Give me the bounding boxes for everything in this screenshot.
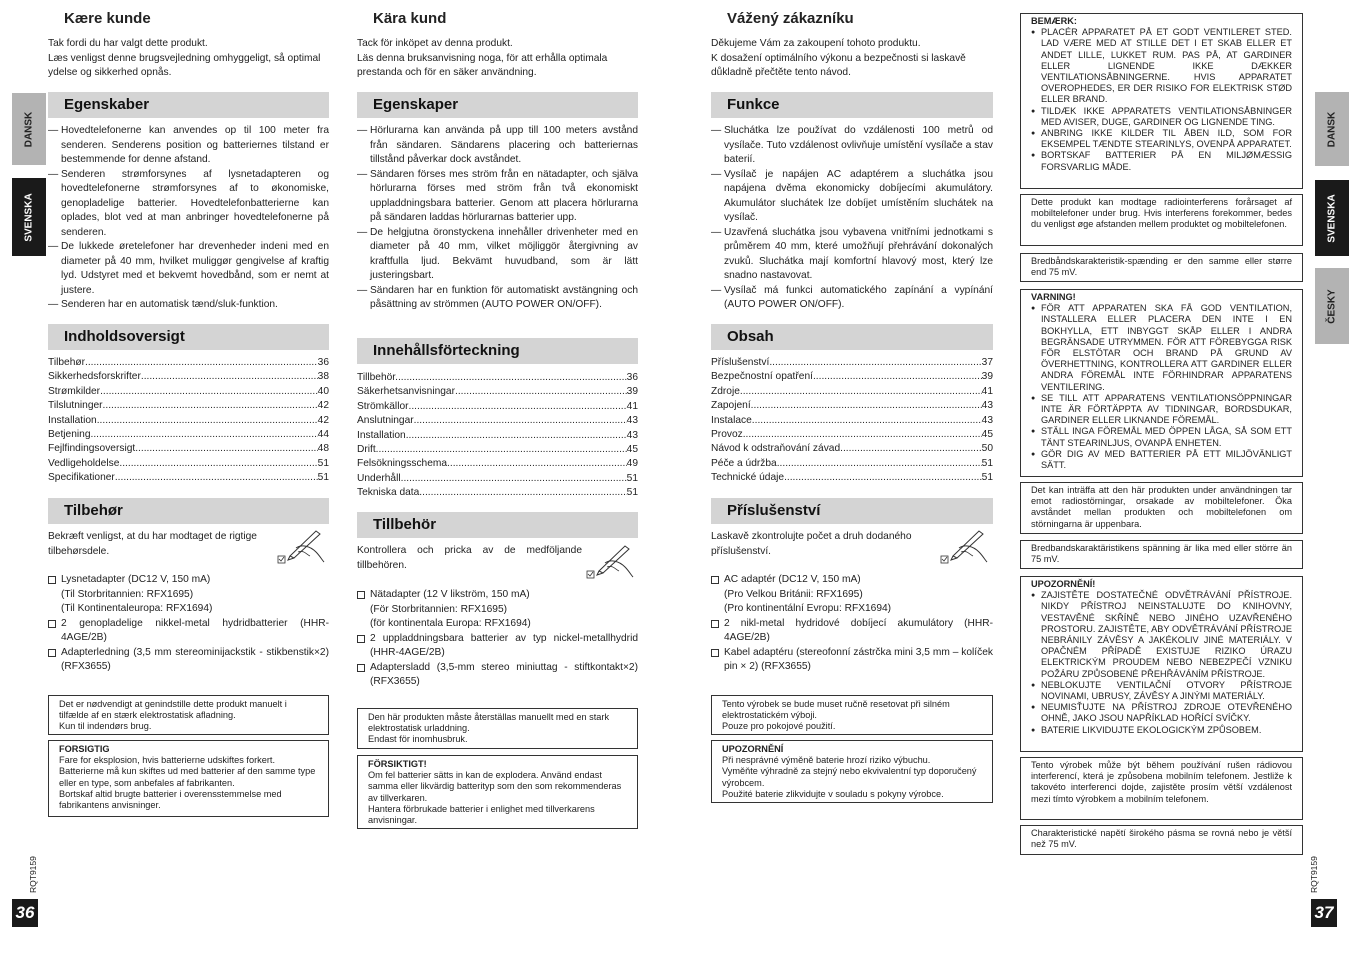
accessory-item[interactable]: 2 genopladelige nikkel-metal hydridbatterier (HHR-4AGE/2B) [48, 617, 329, 646]
caution-text: Om fel batterier sätts in kan de explodera. Använd endast samma eller likvärdig batterityp som den som rekommenderas av tillverkaren. Hantera förbrukade batterier i enlighet med tillverkarens anvisningar. [368, 770, 622, 826]
toc-entry[interactable]: Příslušenství. ..... 37 [711, 356, 993, 370]
toc-entry[interactable]: Säkerhetsanvisningar ..... 39 [357, 385, 638, 399]
section-header-contents: Indholdsoversigt [48, 324, 329, 350]
accessories-intro: Bekræft venligst, at du har modtaget de rigtige tilbehørsdele. [48, 531, 257, 557]
danish-warning-box [1020, 13, 1303, 189]
checkbox-icon[interactable] [711, 620, 719, 628]
czech-interference-box: Tento výrobek může být během používání rušen rádiovou interferencí, která je způsobena mobilním telefonem. Jestliže k takovéto interferenci dojde, zajistěte prosím větší vzdálenost mezi tímto výrobkem a mobilním telefonem. [1020, 757, 1303, 820]
toc-entry[interactable]: Tekniska data ..... 51 [357, 486, 638, 500]
features-list [357, 124, 638, 313]
intro-text: Děkujeme Vám za zakoupení tohoto produktu. K dosažení optimálního výkonu a bezpečnosti si laskavě důkladně přečtěte tento návod. [711, 38, 966, 78]
warning-list [1031, 590, 1292, 736]
warning-title: UPOZORNĚNÍ! [1031, 579, 1096, 589]
accessory-item[interactable]: Kabel adaptéru (stereofonní zástrčka mini 3,5 mm – kolíček pin × 2) (RFX3655) [711, 646, 993, 675]
section-header-accessories: Příslušenství [711, 498, 993, 524]
reset-note-box: Det er nødvendigt at genindstille dette produkt manuelt i tilfælde af en stærk elektrostatisk afladning. Kun til indendørs brug. [48, 695, 329, 735]
list-item: ● GÖR DIG AV MED BATTERIER PÅ ETT MILJÖVÄNLIGT SÄTT. [1031, 449, 1292, 471]
accessory-item[interactable]: Adapterledning (3,5 mm stereominijackstik - stikbenstik×2) (RFX3655) [48, 646, 329, 675]
danish-broadband-box: Bredbåndskarakteristik-spænding er den samme eller større end 75 mV. [1020, 253, 1303, 282]
language-tab-dansk: DANSK [12, 93, 46, 165]
swedish-broadband-box: Bredbandskaraktäristikens spänning är lika med eller större än 75 mV. [1020, 540, 1303, 569]
greeting: Vážený zákazníku [727, 10, 854, 27]
list-item: — Sändaren har en funktion för automatiskt avstängning och påsättning av strömmen (AUTO POWER ON/OFF). [357, 284, 638, 313]
caution-title: FÖRSIKTIGT! [368, 759, 427, 769]
language-tab-svenska: SVENSKA [12, 178, 46, 256]
greeting: Kære kunde [64, 10, 151, 27]
caution-title: FORSIGTIG [59, 744, 110, 754]
section-header-contents: Obsah [711, 324, 993, 350]
list-item: — Senderen strømforsynes af lysnetadapteren og hovedtelefonerne strømforsynes af to økonomiske, genopladelige batterier. Hovedtelefonbatterierne kan oplades, blot ved at man anbringer hovedtelefonerne på senderen. [48, 168, 329, 241]
accessories-list [48, 573, 329, 675]
toc-entry[interactable]: Felsökningsschema ..... 49 [357, 457, 638, 471]
reset-note-box: Den här produkten måste återställas manuellt med en stark elektrostatisk urladdning. Endast för inomhusbruk. [357, 708, 638, 749]
list-item: ● NEUMISŤUJTE NA PŘÍSTROJ ZDROJE OTEVŘENÉHO OHNĚ, JAKO JSOU NAPŘÍKLAD HOŘÍCÍ SVÍČKY. [1031, 702, 1292, 724]
toc-entry[interactable]: Instalace ..... 43 [711, 414, 993, 428]
checkbox-icon[interactable] [357, 664, 365, 672]
toc-entry[interactable]: Zdroje ..... 41 [711, 385, 993, 399]
list-item: — Uzavřená sluchátka jsou vybavena vnitřními jednotkami s průměrem 40 mm, které umožňují přehrávání dokonalých zvuků. Sluchátka mají komfortní hlavový most, který lze snadno nastavovat. [711, 226, 993, 284]
toc-entry[interactable]: Fejlfindingsoversigt ..... 48 [48, 442, 329, 456]
table-of-contents [357, 371, 638, 501]
list-item: — Sluchátka lze používat do vzdálenosti 100 metrů od vysílače. Tuto vzdálenost ovlivňuje umístění vysílače a stav baterií. [711, 124, 993, 168]
caution-title: UPOZORNĚNÍ [722, 744, 784, 754]
accessories-list [711, 573, 993, 675]
accessory-item[interactable]: Lysnetadapter (DC12 V, 150 mA) (Til Storbritannien: RFX1695) (Til Kontinentaleuropa: RFX1694) [48, 573, 329, 617]
language-tab-dansk: DANSK [1315, 92, 1349, 166]
list-item: ● NEBLOKUJTE VENTILAČNÍ OTVORY PŘÍSTROJE NOVINAMI, UBRUSY, ZÁVĚSY A JINÝMI MATERIÁLY. [1031, 680, 1292, 702]
caution-box [48, 740, 329, 817]
accessories-intro: Laskavě zkontrolujte počet a druh dodaného příslušenství. [711, 531, 912, 557]
list-item: ● ZAJISTĚTE DOSTATEČNÉ ODVĚTRÁVÁNÍ PŘÍSTROJE. NIKDY PŘÍSTROJ NEINSTALUJTE DO KNIHOVNY, VESTAVĚNÉ SKŘÍNĚ NEBO JINÉHO UZAVŘENÉHO PROSTORU. ZAJISTĚTE, ABY ODVĚTRÁVÁNÍ PŘÍSTROJE NEBRÁNILY ZÁVĚSY A JAKÉKOLIV JINÉ MATERIÁLY. V OPAČNÉM PŘÍPADĚ EXISTUJE RIZIKO ÚRAZU ELEKTRICKÝM PROUDEM NEBO NEBEZPEČÍ VZNIKU POŽÁRU ZPŮSOBENÉ PŘEHŘÁVÁNÍM PŘÍSTROJE. [1031, 590, 1292, 680]
caution-box [711, 740, 993, 803]
warning-list [1031, 303, 1292, 471]
language-tab-svenska: SVENSKA [1315, 180, 1349, 256]
list-item: — Hörlurarna kan använda på upp till 100 meters avstånd från sändaren. Sändarens placering och batteriernas tillstånd påverkar dock avståndet. [357, 124, 638, 168]
list-item: — Vysílač má funkci automatického zapínání a vypínání (AUTO POWER ON/OFF). [711, 284, 993, 313]
list-item: ● STÄLL INGA FÖREMÅL MED ÖPPEN LÅGA, SÅ SOM ETT TÄNT STEARINLJUS, OVANPÅ ENHETEN. [1031, 426, 1292, 448]
danish-interference-box: Dette produkt kan modtage radiointerferens forårsaget af mobiltelefoner under brug. Hvis interferens forekommer, bedes du venligst øge afstanden mellem produktet og mobiltelefonen. [1020, 194, 1303, 246]
pen-hand-check-icon [939, 526, 989, 566]
list-item: ● TILDÆK IKKE APPARATETS VENTILATIONSÅBNINGER MED AVISER, DUGE, GARDINER OG LIGNENDE TING. [1031, 106, 1292, 128]
warning-list [1031, 27, 1292, 173]
checkbox-icon[interactable] [357, 635, 365, 643]
checkbox-icon[interactable] [48, 576, 56, 584]
section-header-features: Egenskaber [48, 92, 329, 118]
toc-entry[interactable]: Strömkällor ..... 41 [357, 400, 638, 414]
toc-entry[interactable]: Sikkerhedsforskrifter ..... 38 [48, 370, 329, 384]
page-number-right: 37 [1311, 899, 1337, 927]
accessory-item[interactable]: Nätadapter (12 V likström, 150 mA) (För Storbritannien: RFX1695) (för kontinentala Europa: RFX1694) [357, 588, 638, 632]
swedish-interference-box: Det kan inträffa att den här produkten under användningen tar emot radiostörningar, orsakade av mobiltelefoner. Öka avståndet mellan produkten och mobiltelefonen om störningarna är uppenbara. [1020, 482, 1303, 534]
section-header-contents: Innehållsförteckning [357, 338, 638, 364]
toc-entry[interactable]: Strømkilder ..... 40 [48, 385, 329, 399]
toc-entry[interactable]: Technické údaje ..... 51 [711, 471, 993, 485]
accessories-intro: Kontrollera och pricka av de medföljande tillbehören. [357, 545, 582, 571]
toc-entry[interactable]: Installation ..... 43 [357, 429, 638, 443]
toc-entry[interactable]: Vedligeholdelse ..... 51 [48, 457, 329, 471]
czech-warning-box [1020, 576, 1303, 752]
page-number-left: 36 [12, 899, 38, 927]
toc-entry[interactable]: Installation ..... 42 [48, 414, 329, 428]
document-code: RQT9159 [1309, 856, 1319, 893]
toc-entry[interactable]: Péče a údržba. ..... 51 [711, 457, 993, 471]
list-item: ● ANBRING IKKE KILDER TIL ÅBEN ILD, SOM FOR EKSEMPEL TÆNDTE STEARINLYS, OVENPÅ APPARATET. [1031, 128, 1292, 150]
toc-entry[interactable]: Specifikationer ..... 51 [48, 471, 329, 485]
intro-text: Tak fordi du har valgt dette produkt. Læs venligst denne brugsvejledning omhyggeligt, så optimal ydelse og sikkerhed opnås. [48, 38, 321, 78]
czech-broadband-box: Charakteristické napětí širokého pásma se rovná nebo je větší než 75 mV. [1020, 825, 1303, 855]
checkbox-icon[interactable] [48, 620, 56, 628]
features-list [711, 124, 993, 313]
checkbox-icon[interactable] [711, 649, 719, 657]
list-item: — Senderen har en automatisk tænd/sluk-funktion. [48, 298, 329, 313]
list-item: — De helgjutna öronstyckena innehåller drivenheter med en diameter på 40 mm, vilket möjliggör återgivning av kraftfulla ljud. Bekvämt huvudband, som är lätt justeringsbart. [357, 226, 638, 284]
section-header-accessories: Tillbehör [357, 512, 638, 538]
pen-hand-check-icon [585, 541, 635, 581]
list-item: ● BATERIE LIKVIDUJTE EKOLOGICKÝM ZPŮSOBEM. [1031, 725, 1292, 736]
toc-entry[interactable]: Tillbehör.. ..... 36 [357, 371, 638, 385]
caution-text: Při nesprávné výměně baterie hrozí riziko výbuchu. Vyměňte výhradně za stejný nebo ekvivalentní typ doporučený výrobcem. Použité baterie zlikvidujte v souladu s pokyny výrobce. [722, 755, 977, 799]
list-item: — De lukkede øretelefoner har drevenheder indeni med en diameter på 40 mm, hvilket muliggør gengivelse af kraftig lyd. Udstyret med et bekvemt hovedbånd, som er nemt at justere. [48, 240, 329, 298]
accessory-item[interactable]: 2 uppladdningsbara batterier av typ nickel-metallhydrid (HHR-4AGE/2B) [357, 632, 638, 661]
toc-entry[interactable]: Bezpečnostní opatření... ..... 39 [711, 370, 993, 384]
section-header-features: Egenskaper [357, 92, 638, 118]
accessory-item[interactable]: 2 nikl-metal hydridové dobíjecí akumulátory (HHR-4AGE/2B) [711, 617, 993, 646]
checkbox-icon[interactable] [48, 649, 56, 657]
section-header-features: Funkce [711, 92, 993, 118]
language-tab-cesky: ČESKY [1315, 268, 1349, 344]
accessories-list [357, 588, 638, 690]
warning-title: VARNING! [1031, 292, 1076, 302]
table-of-contents [48, 356, 329, 486]
toc-entry[interactable]: Tilslutninger ..... 42 [48, 399, 329, 413]
document-code: RQT9159 [28, 856, 38, 893]
toc-entry[interactable]: Zapojení ..... 43 [711, 399, 993, 413]
greeting: Kära kund [373, 10, 447, 27]
checkbox-icon[interactable] [711, 576, 719, 584]
toc-entry[interactable]: Drift. ..... 45 [357, 443, 638, 457]
caution-box [357, 755, 638, 829]
table-of-contents [711, 356, 993, 486]
toc-entry[interactable]: Anslutningar ..... 43 [357, 414, 638, 428]
warning-title: BEMÆRK: [1031, 16, 1077, 26]
accessory-item[interactable]: AC adaptér (DC12 V, 150 mA) (Pro Velkou Británii: RFX1695) (Pro kontinentální Evropu: RFX1694) [711, 573, 993, 617]
list-item: ● FÖR ATT APPARATEN SKA FÅ GOD VENTILATION, INSTALLERA ELLER PLACERA DEN INTE I EN BOKHYLLA, ETT INBYGGT SKÅP ELLER I ANDRA BEGRÄNSADE UTRYMMEN. FÖR ATT FÖREBYGGA RISK FÖR ELSTÖTAR OCH BRAND PÅ GRUND AV ÖVERHETTNING, KONTROLLERA ATT GARDINER ELLER ANDRA FÖREMÅL INTE FÖRHINDRAR APPARATENS VENTILERING. [1031, 303, 1292, 393]
reset-note-box: Tento výrobek se bude muset ručně resetovat při silném elektrostatickém výboji. Pouze pro pokojové použití. [711, 695, 993, 735]
swedish-warning-box [1020, 289, 1303, 477]
toc-entry[interactable]: Provoz.... ..... 45 [711, 428, 993, 442]
accessory-item[interactable]: Adaptersladd (3,5-mm stereo miniuttag - stiftkontakt×2) (RFX3655) [357, 661, 638, 690]
list-item: — Sändaren förses mes ström från en nätadapter, och själva hörlurarna förses med ström från två ekonomiskt uppladdningsbara batterier. Genom att placera hörlurarna på sändaren laddas hörlurarnas batterier upp. [357, 168, 638, 226]
list-item: ● PLACÉR APPARATET PÅ ET GODT VENTILERET STED. LAD VÆRE MED AT STILLE DET I ET SKAB ELLER ET ANDET LILLE, LUKKET RUM. PAS PÅ, AT GARDINER ELLER LIGNENDE IKKE DÆKKER VENTILATIONSÅBNINGERNE. HVIS APPARATET OVEROPHEDES, ER DER RISIKO FOR ELEKTRISK STØD ELLER BRAND. [1031, 27, 1292, 105]
checkbox-icon[interactable] [357, 591, 365, 599]
toc-entry[interactable]: Návod k odstraňování závad ..... 50 [711, 442, 993, 456]
pen-hand-check-icon [276, 526, 326, 566]
toc-entry[interactable]: Tilbehør ..... 36 [48, 356, 329, 370]
section-header-accessories: Tilbehør [48, 498, 329, 524]
features-list [48, 124, 329, 313]
toc-entry[interactable]: Underhåll. ..... 51 [357, 472, 638, 486]
list-item: ● SE TILL ATT APPARATENS VENTILATIONSÖPPNINGAR INTE ÄR FÖRTÄPPTA AV TIDNINGAR, BORDSDUKAR, GARDINER ELLER LIKNANDE FÖREMÅL. [1031, 393, 1292, 427]
list-item: ● BORTSKAF BATTERIER PÅ EN MILJØMÆSSIG FORSVARLIG MÅDE. [1031, 150, 1292, 172]
list-item: — Hovedtelefonerne kan anvendes op til 100 meter fra senderen. Senderens position og batteriernes tilstand er bestemmende for denne afstand. [48, 124, 329, 168]
toc-entry[interactable]: Betjening ..... 44 [48, 428, 329, 442]
list-item: — Vysílač je napájen AC adaptérem a sluchátka jsou napájena dvěma ekonomicky dobíjecími akumulátory. Akumulátor sluchátek lze dobíjet umístěním sluchátek na vysílač. [711, 168, 993, 226]
intro-text: Tack för inköpet av denna produkt. Läs denna bruksanvisning noga, för att erhålla optimala prestanda och för en säker användning. [357, 38, 608, 78]
caution-text: Fare for eksplosion, hvis batterierne udskiftes forkert. Batterierne må kun skiftes ud med batterier af den samme type eller en type, som anbefales af fabrikanten. Bortskaf altid brugte batterier i overensstemmelse med fabrikantens anvisninger. [59, 755, 316, 811]
